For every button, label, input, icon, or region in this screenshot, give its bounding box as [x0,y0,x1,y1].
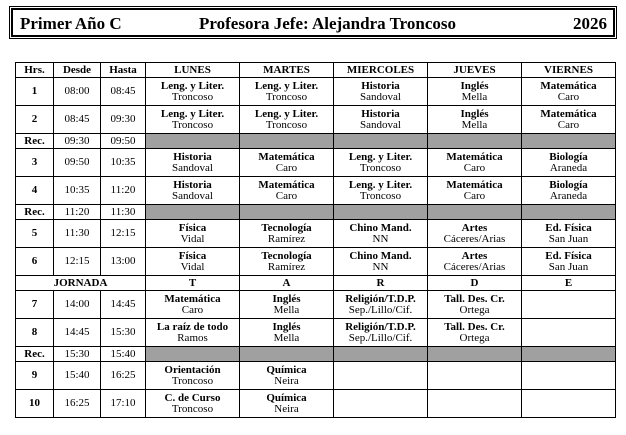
subject-name: Tall. Des. Cr. [444,292,505,305]
class-cell [334,177,428,205]
jornada-letter: R [334,276,428,291]
subject-name: La raíz de todo [156,320,229,333]
col-header-jueves: JUEVES [428,63,522,78]
subject-name: Artes [461,249,488,262]
subject-name: Leng. y Liter. [254,107,319,120]
recess-cell [334,134,428,149]
subject-name: Inglés [460,79,489,92]
teacher-name: Neira [274,374,299,387]
period-number: 7 [16,291,54,319]
subject-name: Ed. Física [545,221,592,234]
subject-name: Leng. y Liter. [160,79,225,92]
period-number: 8 [16,319,54,347]
lesson-row [16,78,616,106]
subject-name: Física [178,221,207,234]
period-label: Rec. [16,134,54,149]
teacher-name: San Juan [548,232,589,245]
class-cell [522,177,616,205]
class-cell [240,220,334,248]
class-cell [240,319,334,347]
class-cell [522,390,616,418]
jornada-tarde-row [16,276,616,291]
teacher-name: Troncoso [265,90,308,103]
teacher-name: Caro [463,161,486,174]
subject-name: Religión/T.D.P. [345,320,416,333]
recess-cell [146,205,240,220]
subject-name: Historia [173,150,212,163]
subject-name: Matemática [540,107,597,120]
lesson-row [16,106,616,134]
subject-name: Leng. y Liter. [254,79,319,92]
teacher-name: Caro [557,90,580,103]
teacher-name: Mella [461,90,488,103]
class-cell [428,220,522,248]
period-number: 5 [16,220,54,248]
end-time: 15:40 [101,347,146,362]
subject-name: Tall. Des. Cr. [444,320,505,333]
recess-cell [240,205,334,220]
class-cell [240,362,334,390]
class-cell [522,106,616,134]
period-number: 1 [16,78,54,106]
class-cell [240,291,334,319]
recess-cell [428,134,522,149]
recess-row [16,134,616,149]
lesson-row [16,220,616,248]
recess-cell [146,134,240,149]
end-time: 08:45 [101,78,146,106]
teacher-name: Sandoval [172,161,213,174]
subject-name: Artes [461,221,488,234]
subject-name: Matemática [258,150,315,163]
end-time: 11:30 [101,205,146,220]
class-cell [334,390,428,418]
class-cell [146,291,240,319]
subject-name: Matemática [164,292,221,305]
teacher-name: Troncoso [265,118,308,131]
teacher-name: Cáceres/Arias [443,260,506,273]
period-label: Rec. [16,205,54,220]
col-header-hasta: Hasta [101,63,146,78]
teacher-name: Vidal [180,232,205,245]
start-time: 10:35 [54,177,101,205]
start-time: 12:15 [54,248,101,276]
start-time: 08:45 [54,106,101,134]
subject-name: Leng. y Liter. [160,107,225,120]
class-cell [334,362,428,390]
end-time: 11:20 [101,177,146,205]
class-cell [428,149,522,177]
period-number: 3 [16,149,54,177]
class-cell [240,106,334,134]
class-cell [240,177,334,205]
start-time: 14:45 [54,319,101,347]
class-cell [334,248,428,276]
subject-name: Matemática [446,178,503,191]
teacher-name: Sandoval [172,189,213,202]
end-time: 15:30 [101,319,146,347]
start-time: 11:20 [54,205,101,220]
lesson-row [16,319,616,347]
class-cell [334,319,428,347]
class-cell [522,220,616,248]
jornada-letter: E [522,276,616,291]
class-cell [522,291,616,319]
subject-name: Historia [361,79,400,92]
teacher-name: Ramírez [267,260,306,273]
class-cell [334,220,428,248]
subject-name: Tecnología [261,221,312,234]
col-header-viernes: VIERNES [522,63,616,78]
lesson-row [16,291,616,319]
lesson-row [16,177,616,205]
class-cell [146,78,240,106]
class-cell [146,248,240,276]
teacher-name: San Juan [548,260,589,273]
recess-cell [428,205,522,220]
teacher-name: Troncoso [359,161,402,174]
subject-name: Física [178,249,207,262]
col-header-lunes: LUNES [146,63,240,78]
lesson-row [16,248,616,276]
teacher-name: Neira [274,402,299,415]
subject-name: Química [266,391,307,404]
class-cell [522,248,616,276]
teacher-name: Araneda [549,161,588,174]
teacher-name: Sandoval [360,118,401,131]
lesson-row [16,362,616,390]
teacher-name: Araneda [549,189,588,202]
head-teacher: Profesora Jefe: Alejandra Troncoso [199,14,457,33]
start-time: 09:30 [54,134,101,149]
subject-name: Inglés [460,107,489,120]
teacher-name: Sandoval [360,90,401,103]
period-number: 10 [16,390,54,418]
class-cell [240,248,334,276]
teacher-name: Ramírez [267,232,306,245]
recess-cell [334,205,428,220]
teacher-name: Mella [461,118,488,131]
teacher-name: Mella [273,303,300,316]
class-cell [334,291,428,319]
teacher-name: Troncoso [171,402,214,415]
class-cell [522,362,616,390]
subject-name: Leng. y Liter. [348,150,413,163]
class-cell [240,78,334,106]
class-cell [334,106,428,134]
teacher-name: Vidal [180,260,205,273]
subject-name: Inglés [272,292,301,305]
end-time: 13:00 [101,248,146,276]
school-year: 2026 [573,14,607,33]
period-number: 6 [16,248,54,276]
col-header-hrs: Hrs. [16,63,54,78]
teacher-name: NN [372,232,389,245]
recess-row [16,205,616,220]
class-cell [334,149,428,177]
teacher-name: Sep./Lillo/Cif. [348,303,413,316]
class-cell [428,106,522,134]
jornada-letter: D [428,276,522,291]
subject-name: Tecnología [261,249,312,262]
end-time: 17:10 [101,390,146,418]
teacher-name: NN [372,260,389,273]
subject-name: C. de Curso [164,391,221,404]
col-header-miercoles: MIERCOLES [334,63,428,78]
subject-name: Religión/T.D.P. [345,292,416,305]
subject-name: Chino Mand. [349,221,412,234]
teacher-name: Ortega [459,303,490,316]
end-time: 10:35 [101,149,146,177]
subject-name: Matemática [258,178,315,191]
teacher-name: Caro [557,118,580,131]
recess-cell [146,347,240,362]
header-row [16,63,616,78]
subject-name: Historia [173,178,212,191]
start-time: 14:00 [54,291,101,319]
teacher-name: Caro [275,189,298,202]
lesson-row [16,149,616,177]
class-cell [146,220,240,248]
schedule-table [15,62,616,418]
schedule-body [16,78,616,418]
end-time: 09:30 [101,106,146,134]
start-time: 11:30 [54,220,101,248]
teacher-name: Caro [463,189,486,202]
recess-cell [240,347,334,362]
start-time: 15:30 [54,347,101,362]
teacher-name: Mella [273,331,300,344]
subject-name: Ed. Física [545,249,592,262]
jornada-letter: A [240,276,334,291]
period-number: 9 [16,362,54,390]
class-cell [428,177,522,205]
recess-cell [522,134,616,149]
class-cell [522,149,616,177]
teacher-name: Cáceres/Arias [443,232,506,245]
class-cell [240,149,334,177]
subject-name: Leng. y Liter. [348,178,413,191]
class-cell [146,149,240,177]
class-cell [146,390,240,418]
subject-name: Biología [549,150,588,163]
class-cell [428,291,522,319]
recess-row [16,347,616,362]
period-number: 2 [16,106,54,134]
class-cell [334,78,428,106]
teacher-name: Ramos [177,331,208,344]
class-cell [428,319,522,347]
course-name: Primer Año C [20,14,122,33]
class-cell [428,248,522,276]
teacher-name: Troncoso [359,189,402,202]
start-time: 09:50 [54,149,101,177]
end-time: 14:45 [101,291,146,319]
class-cell [146,319,240,347]
class-cell [428,362,522,390]
subject-name: Biología [549,178,588,191]
jornada-label: JORNADA [16,276,146,291]
teacher-name: Caro [275,161,298,174]
subject-name: Inglés [272,320,301,333]
teacher-name: Sep./Lillo/Cif. [348,331,413,344]
subject-name: Chino Mand. [349,249,412,262]
col-header-martes: MARTES [240,63,334,78]
recess-cell [522,347,616,362]
teacher-name: Ortega [459,331,490,344]
recess-cell [428,347,522,362]
end-time: 09:50 [101,134,146,149]
subject-name: Matemática [540,79,597,92]
end-time: 12:15 [101,220,146,248]
class-cell [240,390,334,418]
class-cell [146,106,240,134]
schedule-header [11,8,615,37]
subject-name: Matemática [446,150,503,163]
teacher-name: Caro [181,303,204,316]
recess-cell [334,347,428,362]
class-cell [522,319,616,347]
period-number: 4 [16,177,54,205]
recess-cell [522,205,616,220]
subject-name: Orientación [164,363,221,376]
subject-name: Historia [361,107,400,120]
class-cell [428,78,522,106]
start-time: 15:40 [54,362,101,390]
start-time: 16:25 [54,390,101,418]
class-cell [146,177,240,205]
end-time: 16:25 [101,362,146,390]
jornada-letter: T [146,276,240,291]
recess-cell [240,134,334,149]
period-label: Rec. [16,347,54,362]
subject-name: Química [266,363,307,376]
teacher-name: Troncoso [171,374,214,387]
teacher-name: Troncoso [171,118,214,131]
class-cell [522,78,616,106]
col-header-desde: Desde [54,63,101,78]
class-cell [146,362,240,390]
start-time: 08:00 [54,78,101,106]
class-cell [428,390,522,418]
teacher-name: Troncoso [171,90,214,103]
lesson-row [16,390,616,418]
